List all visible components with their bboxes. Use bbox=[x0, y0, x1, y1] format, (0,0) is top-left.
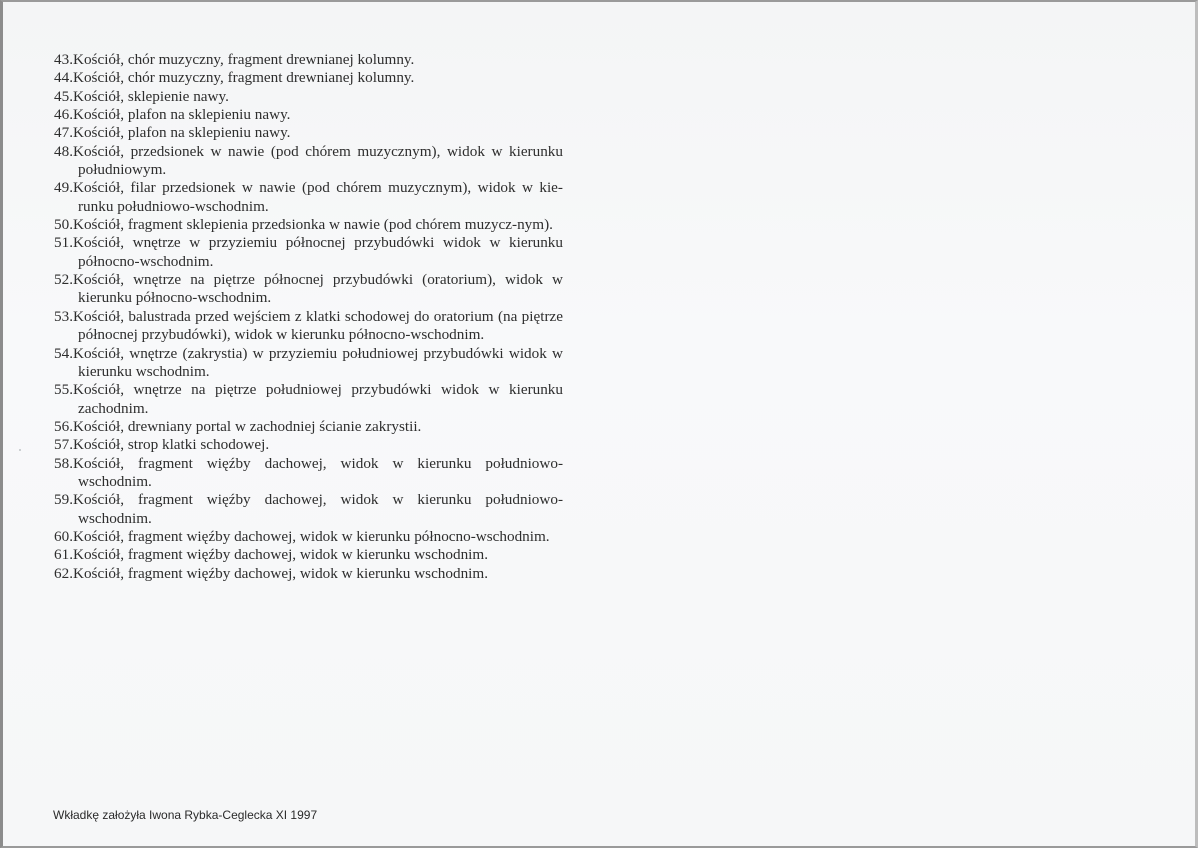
item-text: Kościół, chór muzyczny, fragment drewnianej kolumny. bbox=[72, 51, 415, 68]
item-text: Kościół, plafon na sklepieniu nawy. bbox=[72, 106, 291, 124]
item-text: Kościół, fragment więźby dachowej, widok w kierunku północno-wschodnim. bbox=[72, 527, 550, 545]
list-item bbox=[54, 124, 563, 142]
footer-credit: Wkładkę założyła Iwona Rybka-Ceglecka XI 1997 bbox=[53, 808, 318, 822]
item-text: Kościół, sklepienie nawy. bbox=[72, 87, 229, 105]
list-item bbox=[54, 418, 563, 436]
item-number: 58. bbox=[54, 454, 73, 472]
item-text: Kościół, wnętrze w przyziemiu północnej przybudówki widok w kierunku północno-wschodnim. bbox=[72, 234, 563, 270]
list-item bbox=[54, 381, 563, 418]
list-item bbox=[54, 308, 563, 345]
item-text: Kościół, chór muzyczny, fragment drewnianej kolumny. bbox=[72, 69, 415, 87]
list-item bbox=[54, 69, 563, 87]
item-text: Kościół, wnętrze na piętrze południowej przybudówki widok w kierunku zachodnim. bbox=[72, 381, 563, 417]
item-number: 45. bbox=[54, 87, 73, 105]
list-item bbox=[54, 234, 563, 271]
list-item bbox=[54, 455, 563, 492]
item-number: 47. bbox=[54, 124, 73, 142]
item-number: 55. bbox=[54, 381, 73, 399]
item-number: 57. bbox=[54, 436, 73, 454]
list-item bbox=[54, 491, 563, 528]
item-text: Kościół, wnętrze (zakrystia) w przyziemiu południowej przybudówki widok w kierunku wschodnim. bbox=[72, 344, 563, 380]
scan-speck bbox=[19, 449, 21, 451]
list-item bbox=[54, 179, 563, 216]
item-text: Kościół, fragment więźby dachowej, widok w kierunku wschodnim. bbox=[72, 564, 489, 582]
item-number: 46. bbox=[54, 106, 73, 124]
list-item bbox=[54, 106, 563, 124]
list-item bbox=[54, 565, 563, 583]
item-number: 50. bbox=[54, 216, 73, 234]
item-text: Kościół, fragment sklepienia przedsionka w nawie (pod chórem muzycz-nym). bbox=[72, 216, 553, 234]
list-item bbox=[54, 528, 563, 546]
list-item bbox=[54, 436, 563, 454]
item-text: Kościół, drewniany portal w zachodniej ścianie zakrystii. bbox=[72, 417, 422, 435]
item-text: Kościół, przedsionek w nawie (pod chórem muzycznym), widok w kierunku południowym. bbox=[72, 142, 563, 179]
photo-caption-list bbox=[54, 51, 563, 583]
item-text: Kościół, filar przedsionek w nawie (pod chórem muzycznym), widok w kie-runku południowo-wschodnim. bbox=[72, 179, 563, 215]
item-number: 52. bbox=[54, 271, 73, 289]
item-text: Kościół, fragment więźby dachowej, widok w kierunku wschodnim. bbox=[72, 546, 489, 564]
item-text: Kościół, balustrada przed wejściem z klatki schodowej do oratorium (na piętrze północnej przybudówki), widok w kierunku północno-wschodnim. bbox=[72, 307, 563, 344]
item-text: Kościół, strop klatki schodowej. bbox=[72, 436, 270, 454]
item-number: 48. bbox=[54, 142, 73, 160]
item-number: 56. bbox=[54, 417, 73, 435]
item-number: 60. bbox=[54, 527, 73, 545]
item-number: 43. bbox=[54, 51, 73, 68]
list-item bbox=[54, 216, 563, 234]
list-item bbox=[54, 51, 563, 69]
item-text: Kościół, plafon na sklepieniu nawy. bbox=[72, 124, 291, 142]
list-item bbox=[54, 88, 563, 106]
item-text: Kościół, fragment więźby dachowej, widok w kierunku południowo-wschodnim. bbox=[72, 491, 563, 527]
item-number: 53. bbox=[54, 307, 73, 325]
item-text: Kościół, fragment więźby dachowej, widok w kierunku południowo-wschodnim. bbox=[72, 454, 563, 490]
list-item bbox=[54, 143, 563, 180]
list-item bbox=[54, 345, 563, 382]
list-item bbox=[54, 546, 563, 564]
item-text: Kościół, wnętrze na piętrze północnej przybudówki (oratorium), widok w kierunku północno-wschodnim. bbox=[72, 271, 563, 307]
item-number: 62. bbox=[54, 564, 73, 582]
item-number: 59. bbox=[54, 491, 73, 509]
item-number: 61. bbox=[54, 546, 73, 564]
item-number: 54. bbox=[54, 344, 73, 362]
item-number: 44. bbox=[54, 69, 73, 87]
item-number: 51. bbox=[54, 234, 73, 252]
list-item bbox=[54, 271, 563, 308]
item-number: 49. bbox=[54, 179, 73, 197]
